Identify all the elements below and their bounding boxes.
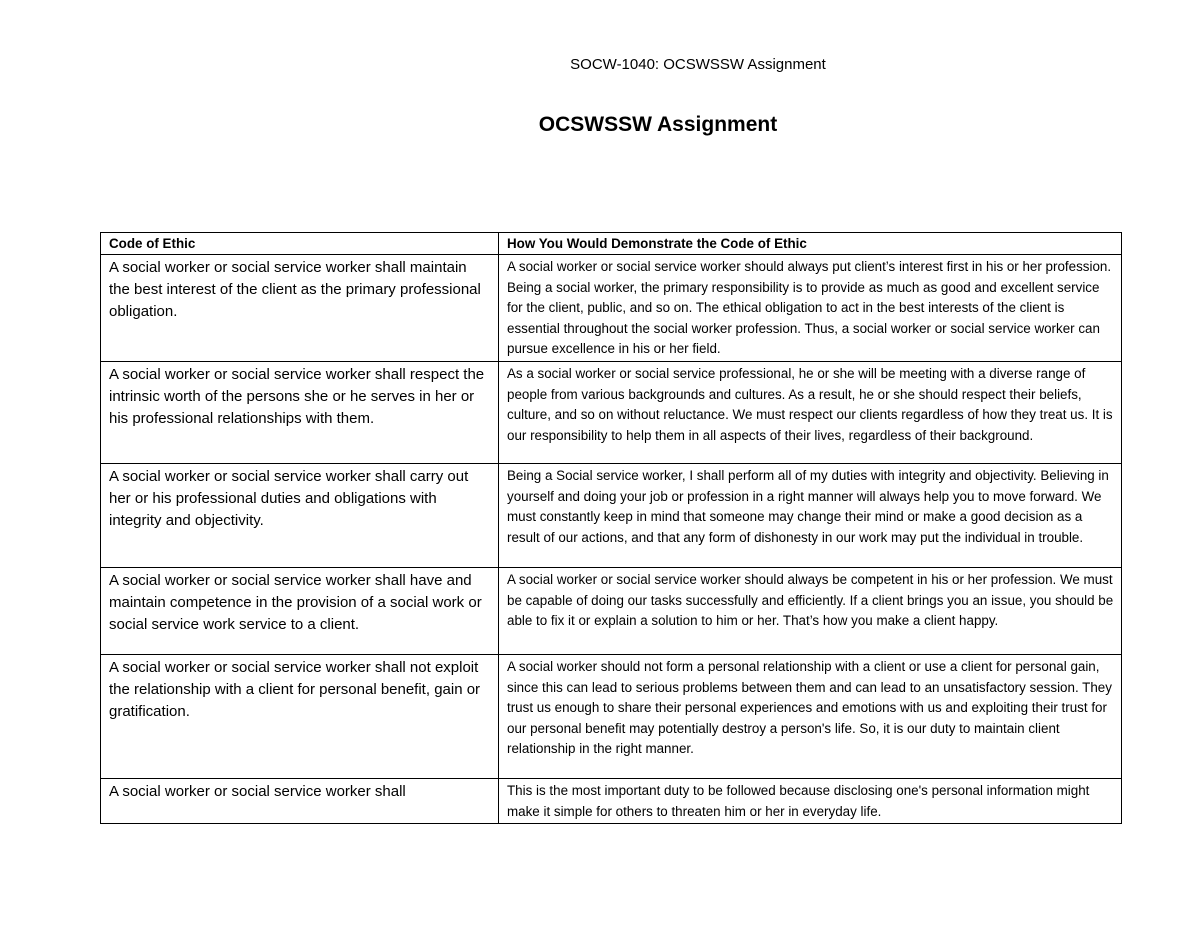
column-header-code: Code of Ethic	[101, 233, 499, 255]
demonstration-cell: A social worker should not form a personal relationship with a client or use a client for personal gain, since this can lead to serious problems between them and can lead to an unsatisfactory session. They trust us enough to share their personal experiences and emotions with us and exploiting their trust for our personal benefit may potentially destroy a person's life. So, it is our duty to maintain client relationship in the right manner.	[499, 654, 1122, 778]
code-cell: A social worker or social service worker shall	[101, 778, 499, 823]
table-row	[101, 255, 1122, 362]
demonstration-cell: Being a Social service worker, I shall perform all of my duties with integrity and objectivity. Believing in yourself and doing your job or profession in a right manner will always help you to move forward. We must constantly keep in mind that someone may change their mind or make a good decision as a result of our actions, and that any form of dishonesty in our work may put the individual in trouble.	[499, 463, 1122, 567]
table-row	[101, 463, 1122, 567]
demonstration-cell: A social worker or social service worker should always be competent in his or her profession. We must be capable of doing our tasks successfully and efficiently. If a client brings you an issue, you should be able to fix it or explain a solution to him or her. That’s how you make a client happy.	[499, 567, 1122, 654]
demonstration-cell: A social worker or social service worker should always put client’s interest first in his or her profession. Being a social worker, the primary responsibility is to provide as much as good and excellent service for the client, public, and so on. The ethical obligation to act in the best interests of the client is essential throughout the social worker profession. Thus, a social worker or social service worker can pursue excellence in his or her field.	[499, 255, 1122, 362]
document-title: OCSWSSW Assignment	[538, 113, 778, 136]
table-row	[101, 654, 1122, 778]
code-cell: A social worker or social service worker shall have and maintain competence in the provision of a social work or social service work service to a client.	[101, 567, 499, 654]
code-cell: A social worker or social service worker shall respect the intrinsic worth of the persons she or he serves in her or his professional relationships with them.	[101, 361, 499, 463]
column-header-demonstration: How You Would Demonstrate the Code of Ethic	[499, 233, 1122, 255]
table-row	[101, 778, 1122, 823]
table-row	[101, 361, 1122, 463]
demonstration-cell: As a social worker or social service professional, he or she will be meeting with a diverse range of people from various backgrounds and cultures. As a result, he or she should respect their beliefs, culture, and so on without reluctance. We must respect our clients regardless of how they treat us. It is our responsibility to help them in all aspects of their lives, regardless of their background.	[499, 361, 1122, 463]
demonstration-cell: This is the most important duty to be followed because disclosing one's personal information might make it simple for others to threaten him or her in everyday life.	[499, 778, 1122, 823]
code-cell: A social worker or social service worker shall maintain the best interest of the client as the primary professional obligation.	[101, 255, 499, 362]
code-cell: A social worker or social service worker shall not exploit the relationship with a client for personal benefit, gain or gratification.	[101, 654, 499, 778]
code-of-ethics-table	[100, 232, 1122, 824]
table-header-row	[101, 233, 1122, 255]
running-header: SOCW-1040: OCSWSSW Assignment	[570, 56, 826, 73]
code-cell: A social worker or social service worker shall carry out her or his professional duties and obligations with integrity and objectivity.	[101, 463, 499, 567]
table-row	[101, 567, 1122, 654]
